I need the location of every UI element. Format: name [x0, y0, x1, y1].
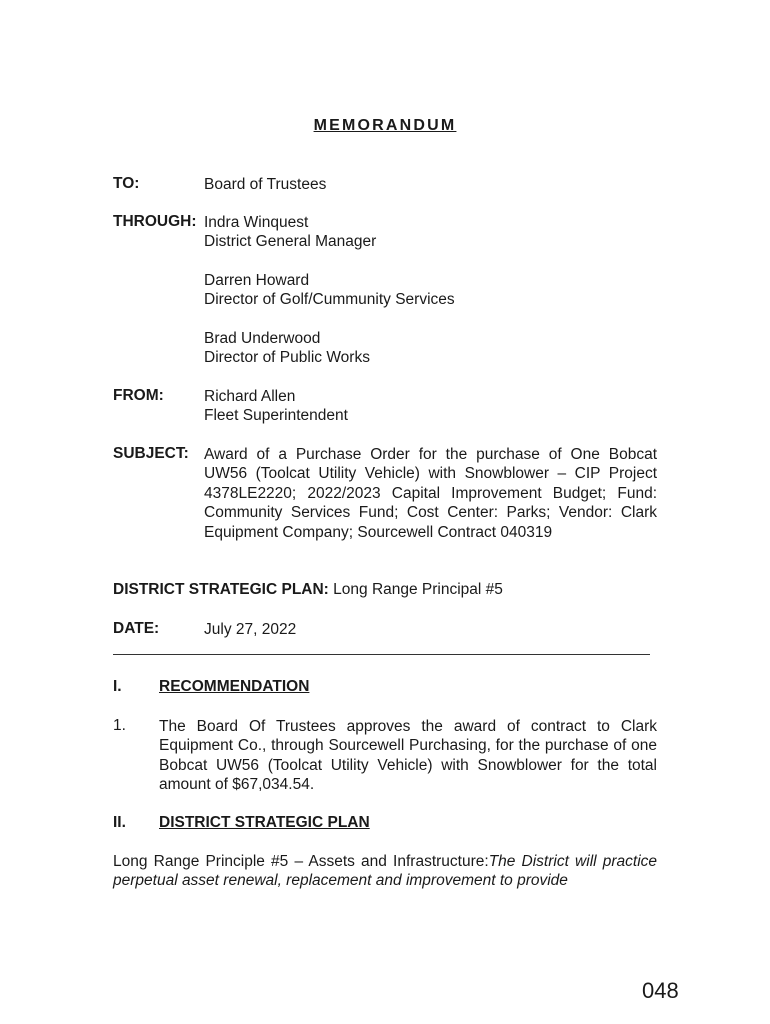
strategic-plan-label: DISTRICT STRATEGIC PLAN: — [113, 581, 329, 598]
section-1-heading: RECOMMENDATION — [159, 678, 310, 695]
subject-label: SUBJECT: — [113, 445, 189, 462]
date-label: DATE: — [113, 620, 160, 637]
through-person-3 — [204, 329, 370, 368]
recommendation-item-number: 1. — [113, 717, 126, 734]
memo-title: MEMORANDUM — [313, 117, 457, 134]
strategic-plan-line — [113, 581, 503, 599]
from-label: FROM: — [113, 387, 164, 404]
recommendation-item-text: The Board Of Trustees approves the award of contract to Clark Equipment Co., through Sourcewell Purchasing, for the purchase of one Bobcat UW56 (Toolcat Utility Vehicle) with Snowblower for the total amount of $67,034.54. — [159, 718, 657, 794]
strategic-plan-paragraph — [113, 852, 657, 891]
page-number: 048 — [642, 978, 679, 1003]
section-1-number: I. — [113, 678, 122, 695]
from-title: Fleet Superintendent — [204, 407, 348, 425]
through-name-2: Darren Howard — [204, 272, 310, 289]
through-person-2 — [204, 271, 455, 310]
strategic-plan-intro: Long Range Principle #5 – Assets and Infrastructure: — [113, 853, 489, 870]
subject-text: Award of a Purchase Order for the purchase of One Bobcat UW56 (Toolcat Utility Vehicle) with Snowblower – CIP Project 4378LE2220; 2022/2023 Capital Improvement Budget; Fund: Community Services Fund; Cost Center: Parks; Vendor: Clark Equipment Company; Sourcewell Contract 040319 — [204, 446, 657, 541]
through-name-1: Indra Winquest — [204, 214, 309, 231]
to-value: Board of Trustees — [204, 176, 327, 193]
divider — [113, 654, 650, 655]
strategic-plan-italic: The District will practice perpetual asset renewal, replacement and improvement to provide — [113, 853, 658, 890]
section-2-heading: DISTRICT STRATEGIC PLAN — [159, 814, 370, 831]
from-name: Richard Allen — [204, 388, 296, 405]
date-value: July 27, 2022 — [204, 621, 297, 638]
through-label: THROUGH: — [113, 213, 197, 230]
from-block — [204, 387, 348, 426]
section-2-number: II. — [113, 814, 126, 831]
through-name-3: Brad Underwood — [204, 330, 321, 347]
through-title-2: Director of Golf/Cummunity Services — [204, 291, 455, 309]
strategic-plan-value: Long Range Principal #5 — [333, 581, 503, 598]
to-label: TO: — [113, 175, 140, 192]
through-title-3: Director of Public Works — [204, 349, 370, 367]
through-person-1 — [204, 213, 376, 252]
through-title-1: District General Manager — [204, 233, 377, 251]
